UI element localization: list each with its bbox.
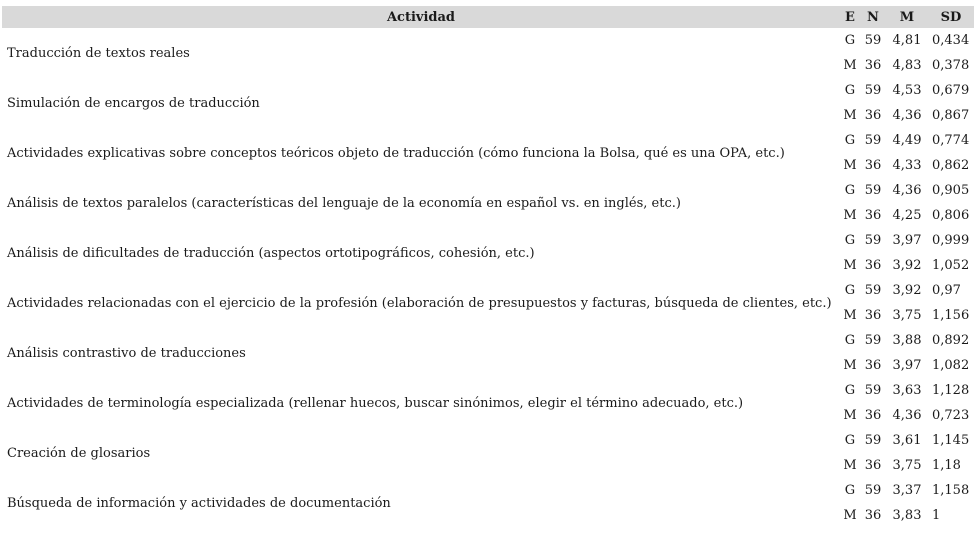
sd-cell: 1,158 [932, 483, 970, 498]
mean-cell: 4,83 [892, 58, 922, 73]
n-cell: 59 [864, 233, 882, 248]
activity-cell: Simulación de encargos de traducción [7, 95, 260, 111]
sd-cell: 1 [932, 508, 941, 523]
header-row [2, 6, 974, 28]
n-cell: 36 [864, 108, 882, 123]
n-cell: 59 [864, 33, 882, 48]
activity-cell: Creación de glosarios [7, 445, 151, 461]
mean-cell: 4,33 [892, 158, 922, 173]
sd-cell: 0,892 [932, 333, 970, 348]
header-e: E [840, 6, 860, 28]
mean-cell: 3,63 [892, 383, 922, 398]
header-m: M [886, 6, 928, 28]
group-cell: G [844, 433, 856, 448]
n-cell: 36 [864, 208, 882, 223]
activity-cell: Análisis contrastivo de traducciones [7, 345, 246, 361]
group-cell: G [844, 383, 856, 398]
header-n: N [860, 6, 886, 28]
sd-cell: 0,867 [932, 108, 970, 123]
sd-cell: 0,378 [932, 58, 970, 73]
sd-cell: 1,052 [932, 258, 970, 273]
n-cell: 59 [864, 483, 882, 498]
mean-cell: 3,88 [892, 333, 922, 348]
table-row [2, 328, 974, 353]
activity-cell: Actividades de terminología especializada (rellenar huecos, buscar sinónimos, elegir el término adecuado, etc.) [7, 395, 744, 411]
sd-cell: 0,774 [932, 133, 970, 148]
activity-cell: Análisis de dificultades de traducción (aspectos ortotipográficos, cohesión, etc.) [7, 245, 535, 261]
sd-cell: 0,999 [932, 233, 970, 248]
n-cell: 59 [864, 283, 882, 298]
mean-cell: 3,97 [892, 358, 922, 373]
group-cell: M [843, 508, 857, 523]
group-cell: M [843, 358, 857, 373]
table-body [2, 28, 974, 528]
group-cell: M [843, 208, 857, 223]
sd-cell: 1,18 [932, 458, 961, 473]
mean-cell: 4,36 [892, 108, 922, 123]
table-row [2, 28, 974, 53]
activities-table-container [2, 6, 974, 528]
table-row [2, 78, 974, 103]
table-row [2, 478, 974, 503]
sd-cell: 0,862 [932, 158, 970, 173]
n-cell: 59 [864, 333, 882, 348]
n-cell: 36 [864, 58, 882, 73]
group-cell: M [843, 458, 857, 473]
n-cell: 36 [864, 408, 882, 423]
activities-table [2, 6, 974, 528]
activity-cell: Búsqueda de información y actividades de documentación [7, 495, 391, 511]
n-cell: 36 [864, 458, 882, 473]
activity-cell: Actividades explicativas sobre conceptos teóricos objeto de traducción (cómo funciona la Bolsa, qué es una OPA, etc.) [7, 145, 785, 161]
sd-cell: 1,128 [932, 383, 970, 398]
n-cell: 36 [864, 258, 882, 273]
group-cell: M [843, 258, 857, 273]
group-cell: G [844, 83, 856, 98]
group-cell: G [844, 233, 856, 248]
sd-cell: 0,679 [932, 83, 970, 98]
mean-cell: 3,83 [892, 508, 922, 523]
group-cell: G [844, 33, 856, 48]
group-cell: M [843, 58, 857, 73]
mean-cell: 4,81 [892, 33, 922, 48]
header-activity: Actividad [2, 6, 840, 28]
table-header [2, 6, 974, 28]
n-cell: 36 [864, 308, 882, 323]
table-row [2, 378, 974, 403]
mean-cell: 4,25 [892, 208, 922, 223]
mean-cell: 3,92 [892, 258, 922, 273]
table-row [2, 278, 974, 303]
table-row [2, 178, 974, 203]
group-cell: M [843, 108, 857, 123]
group-cell: G [844, 333, 856, 348]
sd-cell: 0,723 [932, 408, 970, 423]
activity-cell: Análisis de textos paralelos (características del lenguaje de la economía en español vs. en inglés, etc.) [7, 195, 681, 211]
n-cell: 59 [864, 83, 882, 98]
group-cell: G [844, 183, 856, 198]
sd-cell: 0,434 [932, 33, 970, 48]
group-cell: M [843, 408, 857, 423]
n-cell: 59 [864, 433, 882, 448]
header-sd: SD [928, 6, 974, 28]
group-cell: G [844, 483, 856, 498]
n-cell: 59 [864, 133, 882, 148]
n-cell: 36 [864, 358, 882, 373]
mean-cell: 3,61 [892, 433, 922, 448]
mean-cell: 3,92 [892, 283, 922, 298]
table-row [2, 428, 974, 453]
table-row [2, 128, 974, 153]
n-cell: 59 [864, 183, 882, 198]
sd-cell: 1,145 [932, 433, 970, 448]
sd-cell: 0,97 [932, 283, 961, 298]
activity-cell: Traducción de textos reales [7, 45, 190, 61]
mean-cell: 3,75 [892, 308, 922, 323]
activity-cell: Actividades relacionadas con el ejercicio de la profesión (elaboración de presupuestos y facturas, búsqueda de clientes, etc.) [7, 295, 832, 311]
mean-cell: 4,36 [892, 408, 922, 423]
mean-cell: 3,37 [892, 483, 922, 498]
table-row [2, 228, 974, 253]
sd-cell: 0,905 [932, 183, 970, 198]
group-cell: M [843, 308, 857, 323]
mean-cell: 4,53 [892, 83, 922, 98]
mean-cell: 3,75 [892, 458, 922, 473]
n-cell: 59 [864, 383, 882, 398]
sd-cell: 0,806 [932, 208, 970, 223]
mean-cell: 4,36 [892, 183, 922, 198]
mean-cell: 4,49 [892, 133, 922, 148]
group-cell: M [843, 158, 857, 173]
mean-cell: 3,97 [892, 233, 922, 248]
n-cell: 36 [864, 508, 882, 523]
group-cell: G [844, 133, 856, 148]
sd-cell: 1,082 [932, 358, 970, 373]
sd-cell: 1,156 [932, 308, 970, 323]
n-cell: 36 [864, 158, 882, 173]
group-cell: G [844, 283, 856, 298]
